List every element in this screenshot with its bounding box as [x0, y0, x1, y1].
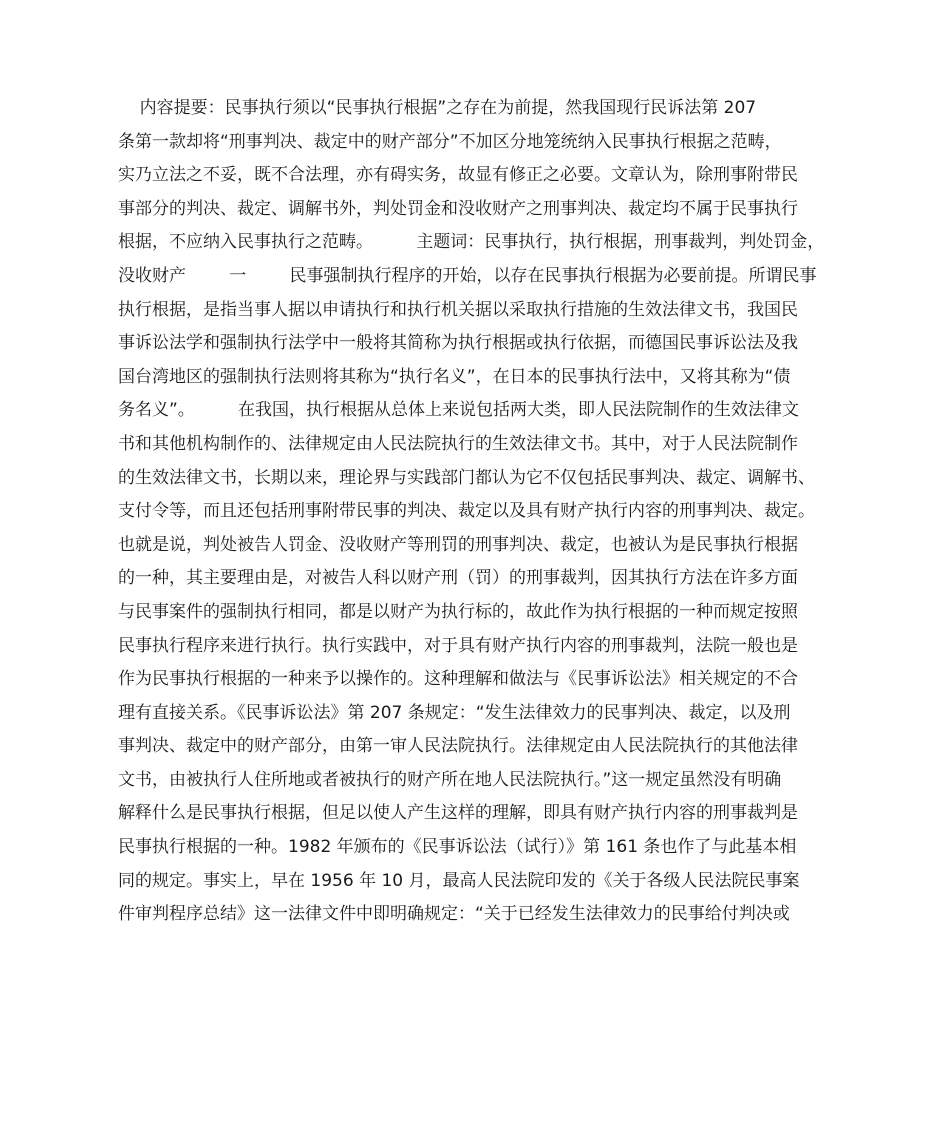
text-line: 条第一款却将“刑事判决、裁定中的财产部分”不加区分地笼统纳入民事执行根据之范畴，	[118, 131, 782, 152]
text-line: 根据，不应纳入民事执行之范畴。 主题词：民事执行，执行根据，刑事裁判，判处罚金，	[118, 232, 825, 253]
text-line: 作为民事执行根据的一种来予以操作的。这种理解和做法与《民事诉讼法》相关规定的不合	[118, 669, 798, 690]
text-line: 内容提要：民事执行须以“民事执行根据”之存在为前提，然我国现行民诉法第 207	[118, 98, 757, 118]
text-line: 事部分的判决、裁定、调解书外，判处罚金和没收财产之刑事判决、裁定均不属于民事执行	[118, 198, 798, 219]
text-line: 没收财产 一 民事强制执行程序的开始，以存在民事执行根据为必要前提。所谓民事	[118, 265, 817, 286]
text-line: 也就是说，判处被告人罚金、没收财产等刑罚的刑事判决、裁定，也被认为是民事执行根据	[118, 534, 798, 555]
text-line: 文书，由被执行人住所地或者被执行的财产所在地人民法院执行。”这一规定虽然没有明确	[118, 769, 782, 790]
text-line: 件审判程序总结》这一法律文件中即明确规定：“关于已经发生法律效力的民事给付判决或	[118, 904, 790, 925]
text-line: 与民事案件的强制执行相同，都是以财产为执行标的，故此作为执行根据的一种而规定按照	[118, 601, 798, 622]
text-line: 的一种，其主要理由是，对被告人科以财产刑（罚）的刑事裁判，因其执行方法在许多方面	[118, 568, 798, 589]
text-line: 事诉讼法学和强制执行法学中一般将其简称为执行根据或执行依据，而德国民事诉讼法及我	[118, 333, 798, 354]
text-line: 务名义”。 在我国，执行根据从总体上来说包括两大类，即人民法院制作的生效法律文	[118, 400, 800, 421]
text-line: 的生效法律文书，长期以来，理论界与实践部门都认为它不仅包括民事判决、裁定、调解书、	[118, 467, 815, 488]
text-line: 民事执行程序来进行执行。执行实践中，对于具有财产执行内容的刑事裁判，法院一般也是	[118, 635, 798, 656]
text-line: 同的规定。事实上，早在 1956 年 10 月，最高人民法院印发的《关于各级人民法院民事案	[118, 870, 800, 891]
text-line: 支付令等，而且还包括刑事附带民事的判决、裁定以及具有财产执行内容的刑事判决、裁定。	[118, 501, 815, 522]
text-line: 国台湾地区的强制执行法则将其称为“执行名义”，在日本的民事执行法中，又将其称为“债	[118, 366, 791, 387]
text-line: 解释什么是民事执行根据，但足以使人产生这样的理解，即具有财产执行内容的刑事裁判是	[118, 803, 798, 824]
text-line: 实乃立法之不妥，既不合法理，亦有碍实务，故显有修正之必要。文章认为，除刑事附带民	[118, 165, 798, 186]
text-line: 民事执行根据的一种。1982 年颁布的《民事诉讼法（试行）》第 161 条也作了与此基本相	[118, 837, 797, 858]
text-line: 书和其他机构制作的、法律规定由人民法院执行的生效法律文书。其中，对于人民法院制作	[118, 433, 798, 454]
text-line: 理有直接关系。《民事诉讼法》第 207 条规定：“发生法律效力的民事判决、裁定，以及刑	[118, 702, 791, 723]
body-text	[118, 92, 838, 932]
text-line: 事判决、裁定中的财产部分，由第一审人民法院执行。法律规定由人民法院执行的其他法律	[118, 736, 798, 757]
text-line: 执行根据，是指当事人据以申请执行和执行机关据以采取执行措施的生效法律文书，我国民	[118, 299, 798, 320]
